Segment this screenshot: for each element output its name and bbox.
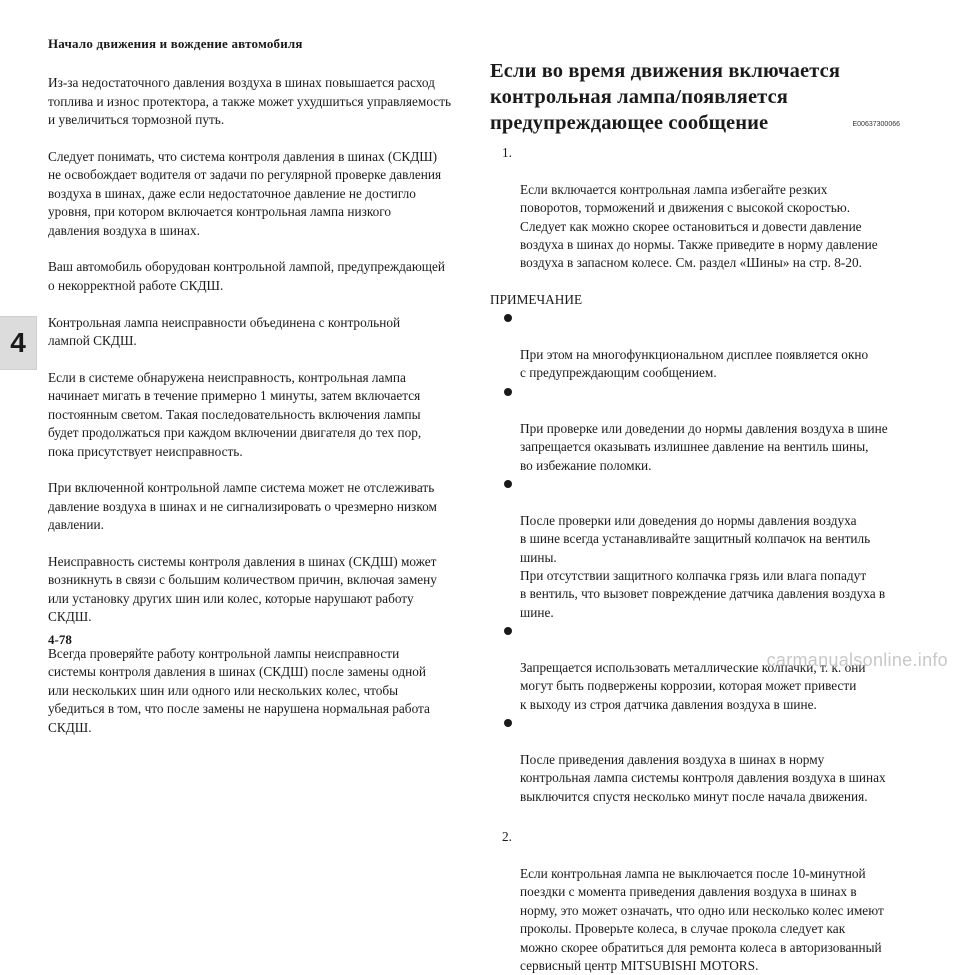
step-text: Если контрольная лампа не выключается после 10-минутной поездки с момента приведения давления воздуха в шинах в норму, это может означать, что одно или несколько колес имеют проколы. Проверьте колеса, в случае прокола следует как можно скорее обратиться для ремонта колеса в авторизованный сервисный центр MITSUBISHI MOTORS.: [520, 866, 884, 974]
bullet-icon: [504, 388, 512, 396]
paragraph: Из-за недостаточного давления воздуха в шинах повышается расход топлива и износ протектора, а также может ухудшиться управляемость и увеличиться тормозной путь.: [48, 75, 452, 128]
note-block: [490, 291, 910, 806]
list-item: [490, 383, 910, 475]
chapter-number: 4: [10, 327, 26, 358]
list-item: [490, 828, 910, 975]
list-item: [490, 309, 910, 383]
watermark: carmanualsonline.info: [766, 650, 948, 670]
bullet-icon: [504, 480, 512, 488]
section-title: Если во время движения включается контрольная лампа/появляется предупреждающее сообщение: [490, 60, 841, 134]
running-header: Начало движения и вождение автомобиля: [48, 36, 303, 51]
note-text: При проверке или доведении до нормы давления воздуха в шине запрещается оказывать излишнее давление на вентиль шины, во избежание поломки.: [520, 420, 888, 473]
paragraph: При включенной контрольной лампе система может не отслеживать давление воздуха в шинах и не сигнализировать о чрезмерно низком давлении.: [48, 480, 437, 533]
bullet-icon: [504, 314, 512, 322]
paragraph: Следует понимать, что система контроля давления в шинах (СКДШ) не освобождает водителя от задачи по регулярной проверке давления воздуха в шинах, даже если недостаточное давление не достигло уровня, при котором включается контрольная лампа низкого давления воздуха в шинах.: [48, 149, 442, 238]
list-item: [490, 475, 910, 622]
paragraph: Если в системе обнаружена неисправность, контрольная лампа начинает мигать в течение примерно 1 минуты, затем включается постоянным светом. Такая последовательность включения лампы будет продолжаться при каждом включении двигателя до тех пор, пока присутствует неисправность.: [48, 369, 422, 459]
section-code: E00637300066: [852, 120, 900, 128]
bullet-icon: [504, 719, 512, 727]
list-item: [490, 714, 910, 806]
paragraph: Неисправность системы контроля давления в шинах (СКДШ) может возникнуть в связи с большим количеством причин, включая замену или установку других шин или колес, которые нарушают работу СКДШ.: [48, 553, 437, 625]
bullet-icon: [504, 627, 512, 635]
step-number: 2.: [502, 829, 512, 845]
list-item: [490, 144, 910, 273]
left-column: [48, 56, 466, 755]
note-text: Запрещается использовать металлические колпачки, т. к. они могут быть подвержены коррозии, которая может привести к выходу из строя датчика давления воздуха в шине.: [520, 659, 866, 712]
step-text: Если включается контрольная лампа избегайте резких поворотов, торможений и движения с высокой скоростью. Следует как можно скорее остановиться и довести давление воздуха в шинах до нормы. Также приведите в норму давление воздуха в запасном колесе. См. раздел «Шины» на стр. 8-20.: [520, 181, 878, 271]
note-title: ПРИМЕЧАНИЕ: [490, 291, 583, 307]
note-text: После проверки или доведения до нормы давления воздуха в шине всегда устанавливайте защитный колпачок на вентиль шины. При отсутствии защитного колпачка грязь или влага попадут в вентиль, что вызовет повреждение датчика давления воздуха в шине.: [520, 512, 886, 620]
right-column: [490, 58, 910, 975]
note-text: После приведения давления воздуха в шинах в норму контрольная лампа системы контроля давления воздуха в шинах выключится спустя несколько минут после начала движения.: [520, 752, 886, 804]
paragraph: Контрольная лампа неисправности объединена с контрольной лампой СКДШ.: [48, 314, 401, 349]
note-text: При этом на многофункциональном дисплее появляется окно с предупреждающим сообщением.: [520, 347, 869, 381]
section-heading: [490, 58, 910, 136]
chapter-tab: [0, 316, 37, 370]
steps-list: [490, 144, 910, 273]
steps-list: [490, 828, 910, 975]
notes-list: [490, 309, 910, 806]
step-number: 1.: [502, 145, 512, 160]
paragraph: Ваш автомобиль оборудован контрольной лампой, предупреждающей о некорректной работе СКДШ.: [48, 259, 446, 293]
page-number: 4-78: [48, 632, 72, 647]
paragraph: Всегда проверяйте работу контрольной лампы неисправности системы контроля давления в шинах (СКДШ) после замены одной или нескольких шин или одного или нескольких колес, чтобы убедиться в том, что после замены не нарушена нормальная работа СКДШ.: [48, 646, 430, 735]
